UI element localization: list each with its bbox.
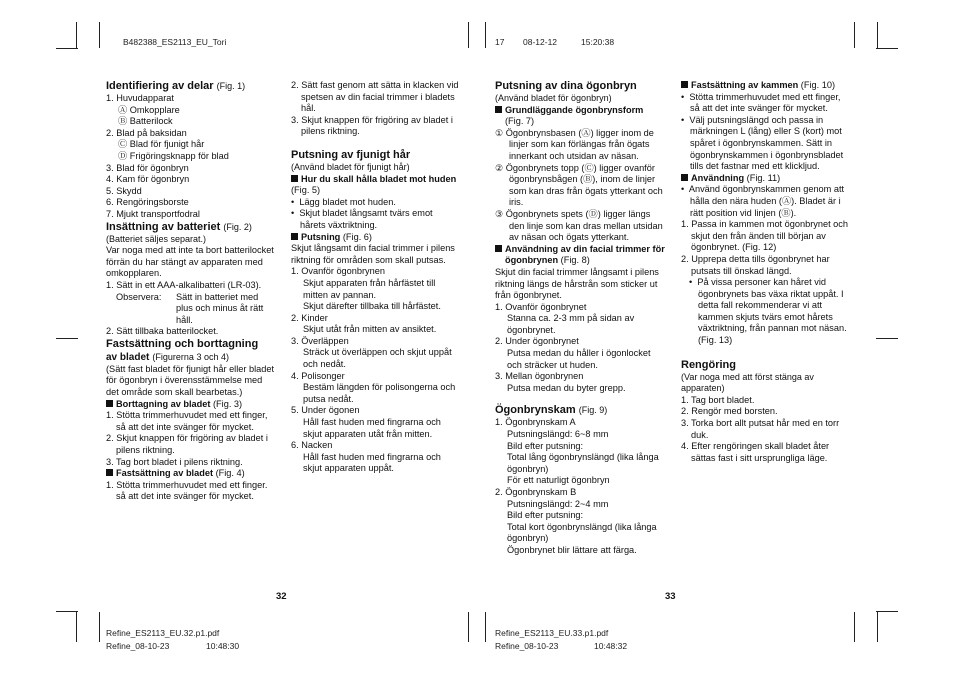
crop-mark: [99, 612, 100, 642]
header-slug-time: 15:20:38: [581, 37, 615, 47]
list-item: 1. Ovanför ögonbrynen: [291, 266, 385, 277]
footer-file-left: Refine_ES2113_EU.32.p1.pdf: [106, 628, 220, 638]
list-item-detail: För ett naturligt ögonbryn: [507, 475, 610, 486]
list-item: 3. Blad för ögonbryn: [106, 162, 189, 173]
list-item: 2. Ögonbrynskam B: [495, 487, 577, 497]
section-heading: Ögonbrynskam (Fig. 9): [495, 404, 608, 417]
header-slug-number: 17: [495, 37, 505, 47]
footer-date-left: Refine_08-10-23: [106, 641, 170, 651]
column-3: [495, 80, 665, 557]
list-item-detail: Skjut utåt från mitten av ansiktet.: [303, 324, 437, 335]
list-item-detail: Putsningslängd: 2~4 mm: [507, 498, 609, 509]
list-item: 2. Upprepa detta tills ögonbrynet har putsats till önskad längd.: [681, 253, 830, 276]
section-heading: Insättning av batteriet (Fig. 2): [106, 220, 252, 233]
square-bullet-icon: [291, 233, 298, 240]
subsection-heading: Fastsättning av kammen (Fig. 10): [681, 80, 851, 92]
list-item: • Lägg bladet mot huden.: [291, 196, 396, 207]
square-bullet-icon: [106, 400, 113, 407]
list-item: 1. Ovanför ögonbrynet: [495, 301, 587, 312]
section-heading: Rengöring: [681, 358, 736, 371]
section-subtitle: (Använd bladet för ögonbryn): [495, 93, 612, 103]
footer-time-right: 10:48:32: [594, 641, 628, 651]
section-subtitle: (Var noga med att först stänga av apparaten): [681, 371, 814, 394]
crop-mark: [56, 611, 78, 612]
list-item: Ⓐ Omkopplare: [118, 104, 180, 115]
subsection-heading: Fastsättning av bladet (Fig. 4): [106, 468, 276, 480]
footer-date-right: Refine_08-10-23: [495, 641, 559, 651]
column-1: [106, 80, 276, 503]
list-item: 3. Tag bort bladet i pilens riktning.: [106, 456, 243, 467]
paragraph: Var noga med att inte ta bort batterilocket förrän du har stängt av apparaten med omkopplaren.: [106, 245, 274, 279]
crop-mark: [877, 22, 878, 48]
list-item: 1. Sätt in ett AAA-alkalibatteri (LR-03).: [106, 279, 262, 290]
list-item-detail: Skjut apparaten från hårfästet till mitten av pannan.: [303, 277, 436, 300]
list-item: 2. Blad på baksidan: [106, 127, 187, 138]
column-4: [681, 80, 851, 464]
crop-mark: [468, 22, 469, 48]
list-item: 3. Torka bort allt putsat hår med en torr duk.: [681, 418, 840, 440]
section-heading: Putsning av fjunigt hår: [291, 148, 411, 161]
list-item: ② Ögonbrynets topp (Ⓒ) ligger ovanför ögonbrynsbågen (Ⓑ), inom de linjer som kan dras från ögats ytterkant och iris.: [495, 162, 663, 208]
list-item: Ⓑ Batterilock: [118, 116, 173, 127]
crop-mark: [76, 612, 77, 642]
crop-mark: [99, 22, 100, 48]
square-bullet-icon: [681, 174, 688, 181]
subsection-heading: Borttagning av bladet (Fig. 3): [106, 399, 276, 411]
section-heading: Identifiering av delar (Fig. 1): [106, 80, 246, 92]
square-bullet-icon: [106, 469, 113, 476]
square-bullet-icon: [495, 245, 502, 252]
list-item: 5. Under ögonen: [291, 405, 360, 416]
header-slug-date: 08-12-12: [523, 37, 558, 47]
list-item: 1. Stötta trimmerhuvudet med ett finger. så att det inte svänger för mycket.: [106, 479, 268, 502]
subsection-heading: Användning av din facial trimmer för ögonbrynen (Fig. 8): [495, 244, 665, 267]
list-item: • På vissa personer kan håret vid ögonbrynets bas växa riktat uppåt. I detta fall rekommenderar vi att kammen skjuts tvärs emot hårets växtriktning, från pannan mot näsan. (Fig. 13): [689, 277, 847, 346]
square-bullet-icon: [495, 106, 502, 113]
section-subtitle: (Använd bladet för fjunigt hår): [291, 161, 410, 172]
list-item: 3. Överläppen: [291, 335, 349, 346]
list-item: 3. Skjut knappen för frigöring av bladet i pilens riktning.: [291, 114, 453, 137]
crop-mark: [876, 611, 898, 612]
crop-mark: [877, 612, 878, 642]
list-item: Ⓓ Frigöringsknapp för blad: [118, 150, 229, 161]
footer-time-left: 10:48:30: [206, 641, 240, 651]
list-item: ① Ögonbrynsbasen (Ⓐ) ligger inom de linjer som kan förlängas från ögats innerkant och utsidan av näsan.: [495, 127, 654, 161]
crop-mark: [854, 22, 855, 48]
list-item: 2. Sätt fast genom att sätta in klacken vid spetsen av din facial trimmer i bladets hål.: [291, 80, 459, 114]
page-number-right: 33: [665, 591, 676, 602]
list-item-detail: Putsa medan du håller i ögonlocket och sträcker ut huden.: [507, 348, 651, 370]
list-item-detail: Bild efter putsning:: [507, 440, 584, 451]
list-item: 2. Rengör med borsten.: [681, 406, 778, 417]
list-item: 2. Sätt tillbaka batterilocket.: [106, 326, 219, 337]
list-item: • Använd ögonbrynskammen genom att hålla den nära huden (Ⓐ). Bladet är i rätt position vid linjen (Ⓑ).: [681, 184, 845, 218]
crop-mark: [56, 48, 78, 49]
page-number-left: 32: [276, 591, 287, 602]
list-item: Ⓒ Blad för fjunigt hår: [118, 139, 205, 150]
crop-mark: [76, 22, 77, 48]
section-subtitle: (Batteriet säljes separat.): [106, 233, 207, 244]
crop-mark: [485, 612, 486, 642]
list-item: 4. Efter rengöringen skall bladet åter sättas fast i sitt ursprungliga läge.: [681, 441, 830, 463]
crop-mark: [56, 338, 78, 339]
list-item: 7. Mjukt transportfodral: [106, 208, 200, 219]
list-item: 6. Rengöringsborste: [106, 197, 189, 208]
list-item-detail: Ögonbrynet blir lättare att färga.: [507, 544, 637, 555]
list-item: • Välj putsningslängd och passa in märkningen L (lång) eller S (kort) mot spåret i ögonbrynskammen. Sätt in ögonbrynskammen i ögonbrynsbladet tills det fastnar med ett klickljud.: [681, 114, 844, 172]
footer-file-right: Refine_ES2113_EU.33.p1.pdf: [495, 628, 609, 638]
crop-mark: [854, 612, 855, 642]
list-item-detail: Sträck ut överläppen och skjut uppåt och nedåt.: [303, 347, 452, 370]
paragraph: Skjut din facial trimmer långsamt i pilens riktning längs de hårstrån som sticker ut från ögonbrynet.: [495, 266, 659, 301]
section-heading: Putsning av dina ögonbryn: [495, 80, 637, 92]
list-item: 5. Skydd: [106, 185, 142, 196]
list-item: 4. Kam för ögonbryn: [106, 174, 190, 185]
list-item: ③ Ögonbrynets spets (Ⓓ) ligger längs den linje som kan dras mellan utsidan av näsan och ögats ytterkant.: [495, 208, 663, 243]
square-bullet-icon: [681, 81, 688, 88]
list-item: 6. Nacken: [291, 440, 333, 451]
subsection-heading: Hur du skall hålla bladet mot huden (Fig. 5): [291, 173, 457, 196]
header-slug-left: B482388_ES2113_EU_Tori: [123, 37, 227, 47]
note-label: Observera:: [116, 291, 162, 302]
list-item: 3. Mellan ögonbrynen: [495, 371, 584, 382]
list-item-detail: Stanna ca. 2-3 mm på sidan av ögonbrynet.: [507, 313, 635, 335]
section-heading: Fastsättning och borttagning av bladet (Figurerna 3 och 4): [106, 337, 259, 363]
subsection-heading: Putsning (Fig. 6): [291, 232, 459, 244]
crop-mark: [876, 48, 898, 49]
list-item-detail: Total lång ögonbrynslängd (lika långa ögonbryn): [507, 452, 659, 474]
square-bullet-icon: [291, 175, 298, 182]
list-item: 2. Under ögonbrynet: [495, 336, 579, 347]
paragraph: Skjut långsamt din facial trimmer i pilens riktning för områden som skall putsas.: [291, 243, 455, 265]
list-item: 2. Skjut knappen för frigöring av bladet i pilens riktning.: [106, 433, 268, 456]
column-2: [291, 80, 459, 475]
paragraph: (Sätt fast bladet för fjunigt hår eller bladet för ögonbryn i överensstämmelse med det område som skall bearbetas.): [106, 363, 275, 398]
list-item: • Stötta trimmerhuvudet med ett finger, så att det inte svänger för mycket.: [681, 91, 841, 114]
crop-mark: [468, 612, 469, 642]
subsection-heading: Användning (Fig. 11): [681, 173, 851, 185]
list-item-detail: Håll fast huden med fingrarna och skjut apparaten uppåt.: [303, 451, 441, 474]
list-item: 1. Stötta trimmerhuvudet med ett finger, så att det inte svänger för mycket.: [106, 410, 268, 432]
note: [106, 292, 276, 327]
list-item: 1. Passa in kammen mot ögonbrynet och skjut den från änden till början av ögonbrynet. (Fig. 12): [681, 219, 848, 253]
list-item: 1. Huvudapparat: [106, 93, 174, 103]
list-item-detail: Bild efter putsning:: [507, 510, 584, 521]
list-item: 1. Ögonbrynskam A: [495, 417, 576, 428]
list-item-detail: Skjut därefter tillbaka till hårfästet.: [303, 301, 441, 312]
crop-mark: [876, 338, 898, 339]
list-item-detail: Total kort ögonbrynslängd (lika långa ögonbryn): [507, 521, 657, 544]
list-item-detail: Putsa medan du byter grepp.: [507, 382, 626, 393]
list-item: 4. Polisonger: [291, 370, 345, 381]
list-item: • Skjut bladet långsamt tvärs emot hårets växtriktning.: [291, 208, 433, 230]
list-item-detail: Håll fast huden med fingrarna och skjut apparaten utåt från mitten.: [303, 417, 441, 439]
list-item: 1. Tag bort bladet.: [681, 394, 755, 405]
list-item-detail: Bestäm längden för polisongerna och putsa nedåt.: [303, 382, 456, 404]
note-text: Sätt in batteriet med plus och minus åt rätt håll.: [176, 291, 264, 325]
crop-mark: [485, 22, 486, 48]
list-item-detail: Putsningslängd: 6~8 mm: [507, 429, 609, 440]
list-item: 2. Kinder: [291, 312, 328, 323]
subsection-heading: Grundläggande ögonbrynsform (Fig. 7): [495, 105, 665, 128]
